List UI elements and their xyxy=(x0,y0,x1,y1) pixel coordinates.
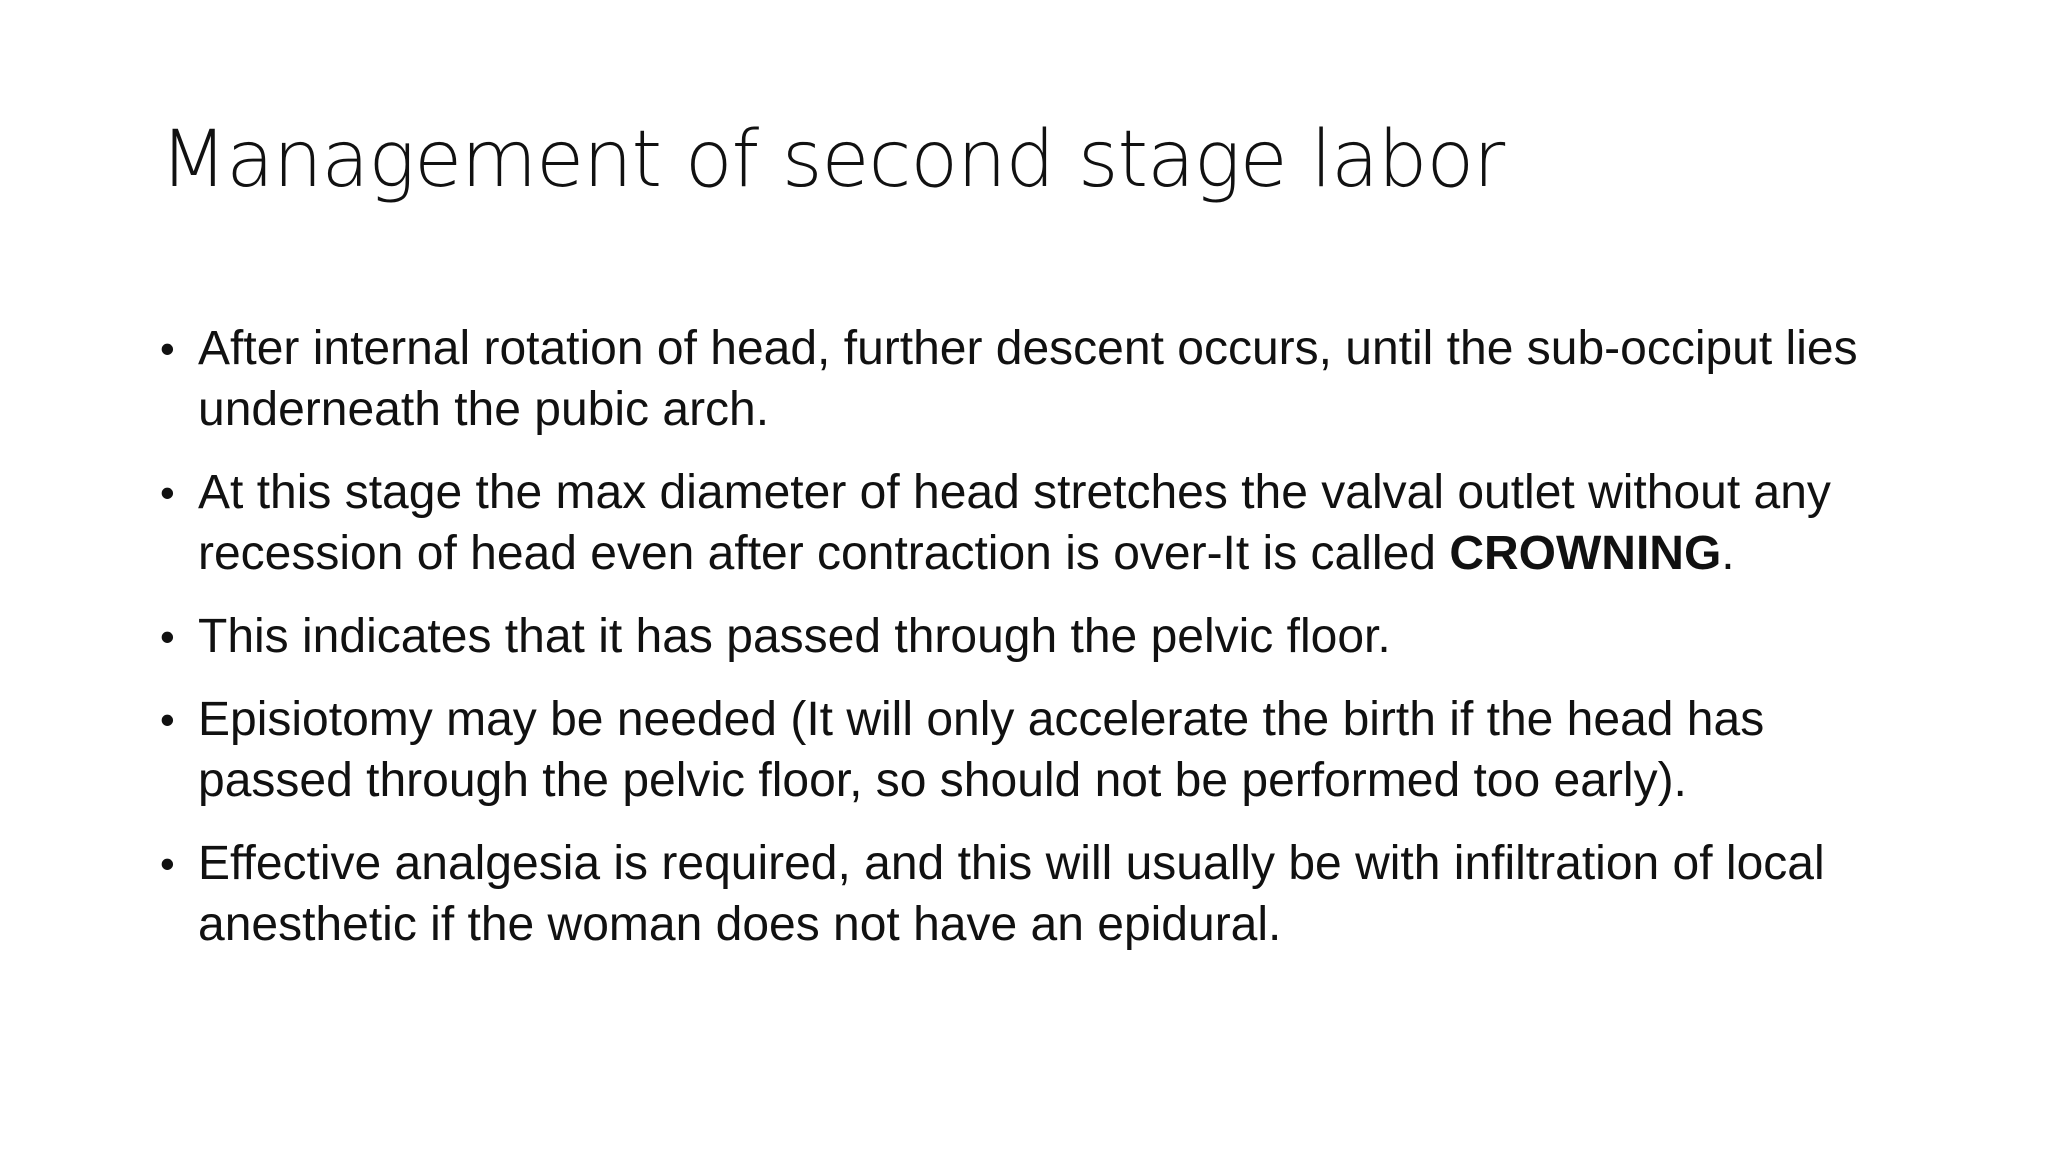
bullet-item xyxy=(160,606,1920,667)
bullet-text: After internal rotation of head, further descent occurs, until the sub-occiput lies underneath the pubic arch. xyxy=(198,322,1858,436)
bullet-icon: • xyxy=(160,325,175,372)
bullet-item xyxy=(160,462,1920,584)
bullet-icon: • xyxy=(160,469,175,516)
bullet-text-end: . xyxy=(1721,527,1735,580)
bullet-item xyxy=(160,833,1920,955)
bullet-icon: • xyxy=(160,613,175,660)
bullet-text: This indicates that it has passed through the pelvic floor. xyxy=(198,610,1391,663)
slide-title: Management of second stage labor xyxy=(160,115,1505,205)
bullet-text: Episiotomy may be needed (It will only accelerate the birth if the head has passed through the pelvic floor, so should not be performed too early). xyxy=(198,693,1765,807)
bullet-item xyxy=(160,689,1920,811)
bullet-list xyxy=(160,318,1920,977)
bullet-bold-term: CROWNING xyxy=(1449,527,1722,580)
bullet-icon: • xyxy=(160,696,175,743)
bullet-item xyxy=(160,318,1920,440)
bullet-icon: • xyxy=(160,840,175,887)
bullet-text: At this stage the max diameter of head stretches the valval outlet without any recession of head even after contraction is over-It is called xyxy=(198,466,1831,580)
bullet-text: Effective analgesia is required, and this will usually be with infiltration of local anesthetic if the woman does not have an epidural. xyxy=(198,837,1825,951)
